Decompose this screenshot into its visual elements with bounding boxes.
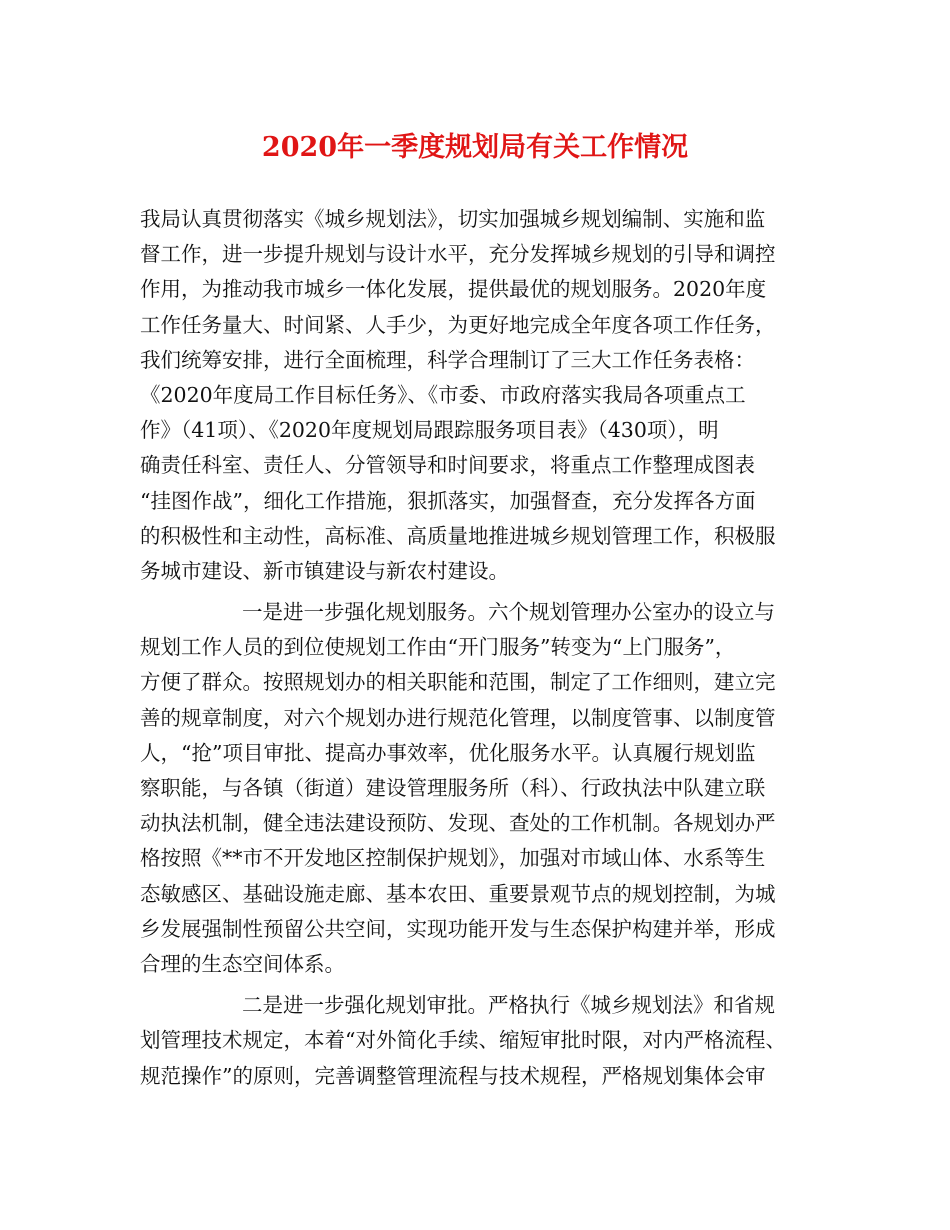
text-line: 工作任务量大、时间紧、人手少，为更好地完成全年度各项工作任务， [140, 312, 776, 337]
text-line: 动执法机制，健全违法建设预防、发现、查处的工作机制。各规划办严 [140, 811, 776, 836]
document-title: 2020年一季度规划局有关工作情况 [261, 132, 689, 163]
text-line: 我局认真贯彻落实《城乡规划法》，切实加强城乡规划编制、实施和监 [140, 207, 766, 231]
paragraph-intro [140, 202, 830, 589]
text-line: 合理的生态空间体系。 [140, 951, 345, 976]
text-line: 规范操作”的原则，完善调整管理流程与技术规程，严格规划集体会审 [140, 1063, 766, 1088]
text-line: 作用，为推动我市城乡一体化发展，提供最优的规划服务。2020年度 [140, 277, 767, 302]
text-line: 确责任科室、责任人、分管领导和时间要求，将重点工作整理成图表 [140, 453, 755, 478]
text-line: 作》（41项）、《2020年度规划局跟踪服务项目表》（430项），明 [140, 418, 719, 443]
text-line: 方便了群众。按照规划办的相关职能和范围，制定了工作细则，建立完 [140, 670, 776, 695]
text-line: 我们统筹安排，进行全面梳理，科学合理制订了三大工作任务表格： [140, 347, 755, 372]
document-body [140, 202, 830, 1094]
paragraph-planning-service [140, 595, 830, 982]
text-line: 务城市建设、新市镇建设与新农村建设。 [140, 558, 509, 583]
text-line: 划管理技术规定，本着“对外简化手续、缩短审批时限，对内严格流程、 [140, 1028, 786, 1053]
text-line: 乡发展强制性预留公共空间，实现功能开发与生态保护构建并举，形成 [140, 916, 776, 941]
paragraph-planning-approval [140, 988, 830, 1094]
text-line: 的积极性和主动性，高标准、高质量地推进城乡规划管理工作，积极服 [140, 523, 776, 548]
text-line: 态敏感区、基础设施走廊、基本农田、重要景观节点的规划控制，为城 [140, 881, 776, 906]
text-line: 规划工作人员的到位使规划工作由“开门服务”转变为“上门服务”， [140, 635, 736, 660]
text-line: 察职能，与各镇（街道）建设管理服务所（科）、行政执法中队建立联 [140, 776, 766, 800]
text-line: 格按照《**市不开发地区控制保护规划》，加强对市域山体、水系等生 [140, 846, 766, 871]
text-line: 人，“抢”项目审批、提高办事效率，优化服务水平。认真履行规划监 [140, 740, 756, 765]
text-line: 《2020年度局工作目标任务》、《市委、市政府落实我局各项重点工 [140, 382, 746, 407]
text-line: 督工作，进一步提升规划与设计水平，充分发挥城乡规划的引导和调控 [140, 242, 776, 267]
text-line: 一是进一步强化规划服务。六个规划管理办公室办的设立与 [242, 600, 775, 625]
text-line: 善的规章制度，对六个规划办进行规范化管理，以制度管事、以制度管 [140, 705, 776, 730]
text-line: 二是进一步强化规划审批。严格执行《城乡规划法》和省规 [242, 993, 775, 1018]
text-line: “挂图作战”，细化工作措施，狠抓落实，加强督查，充分发挥各方面 [140, 488, 756, 513]
